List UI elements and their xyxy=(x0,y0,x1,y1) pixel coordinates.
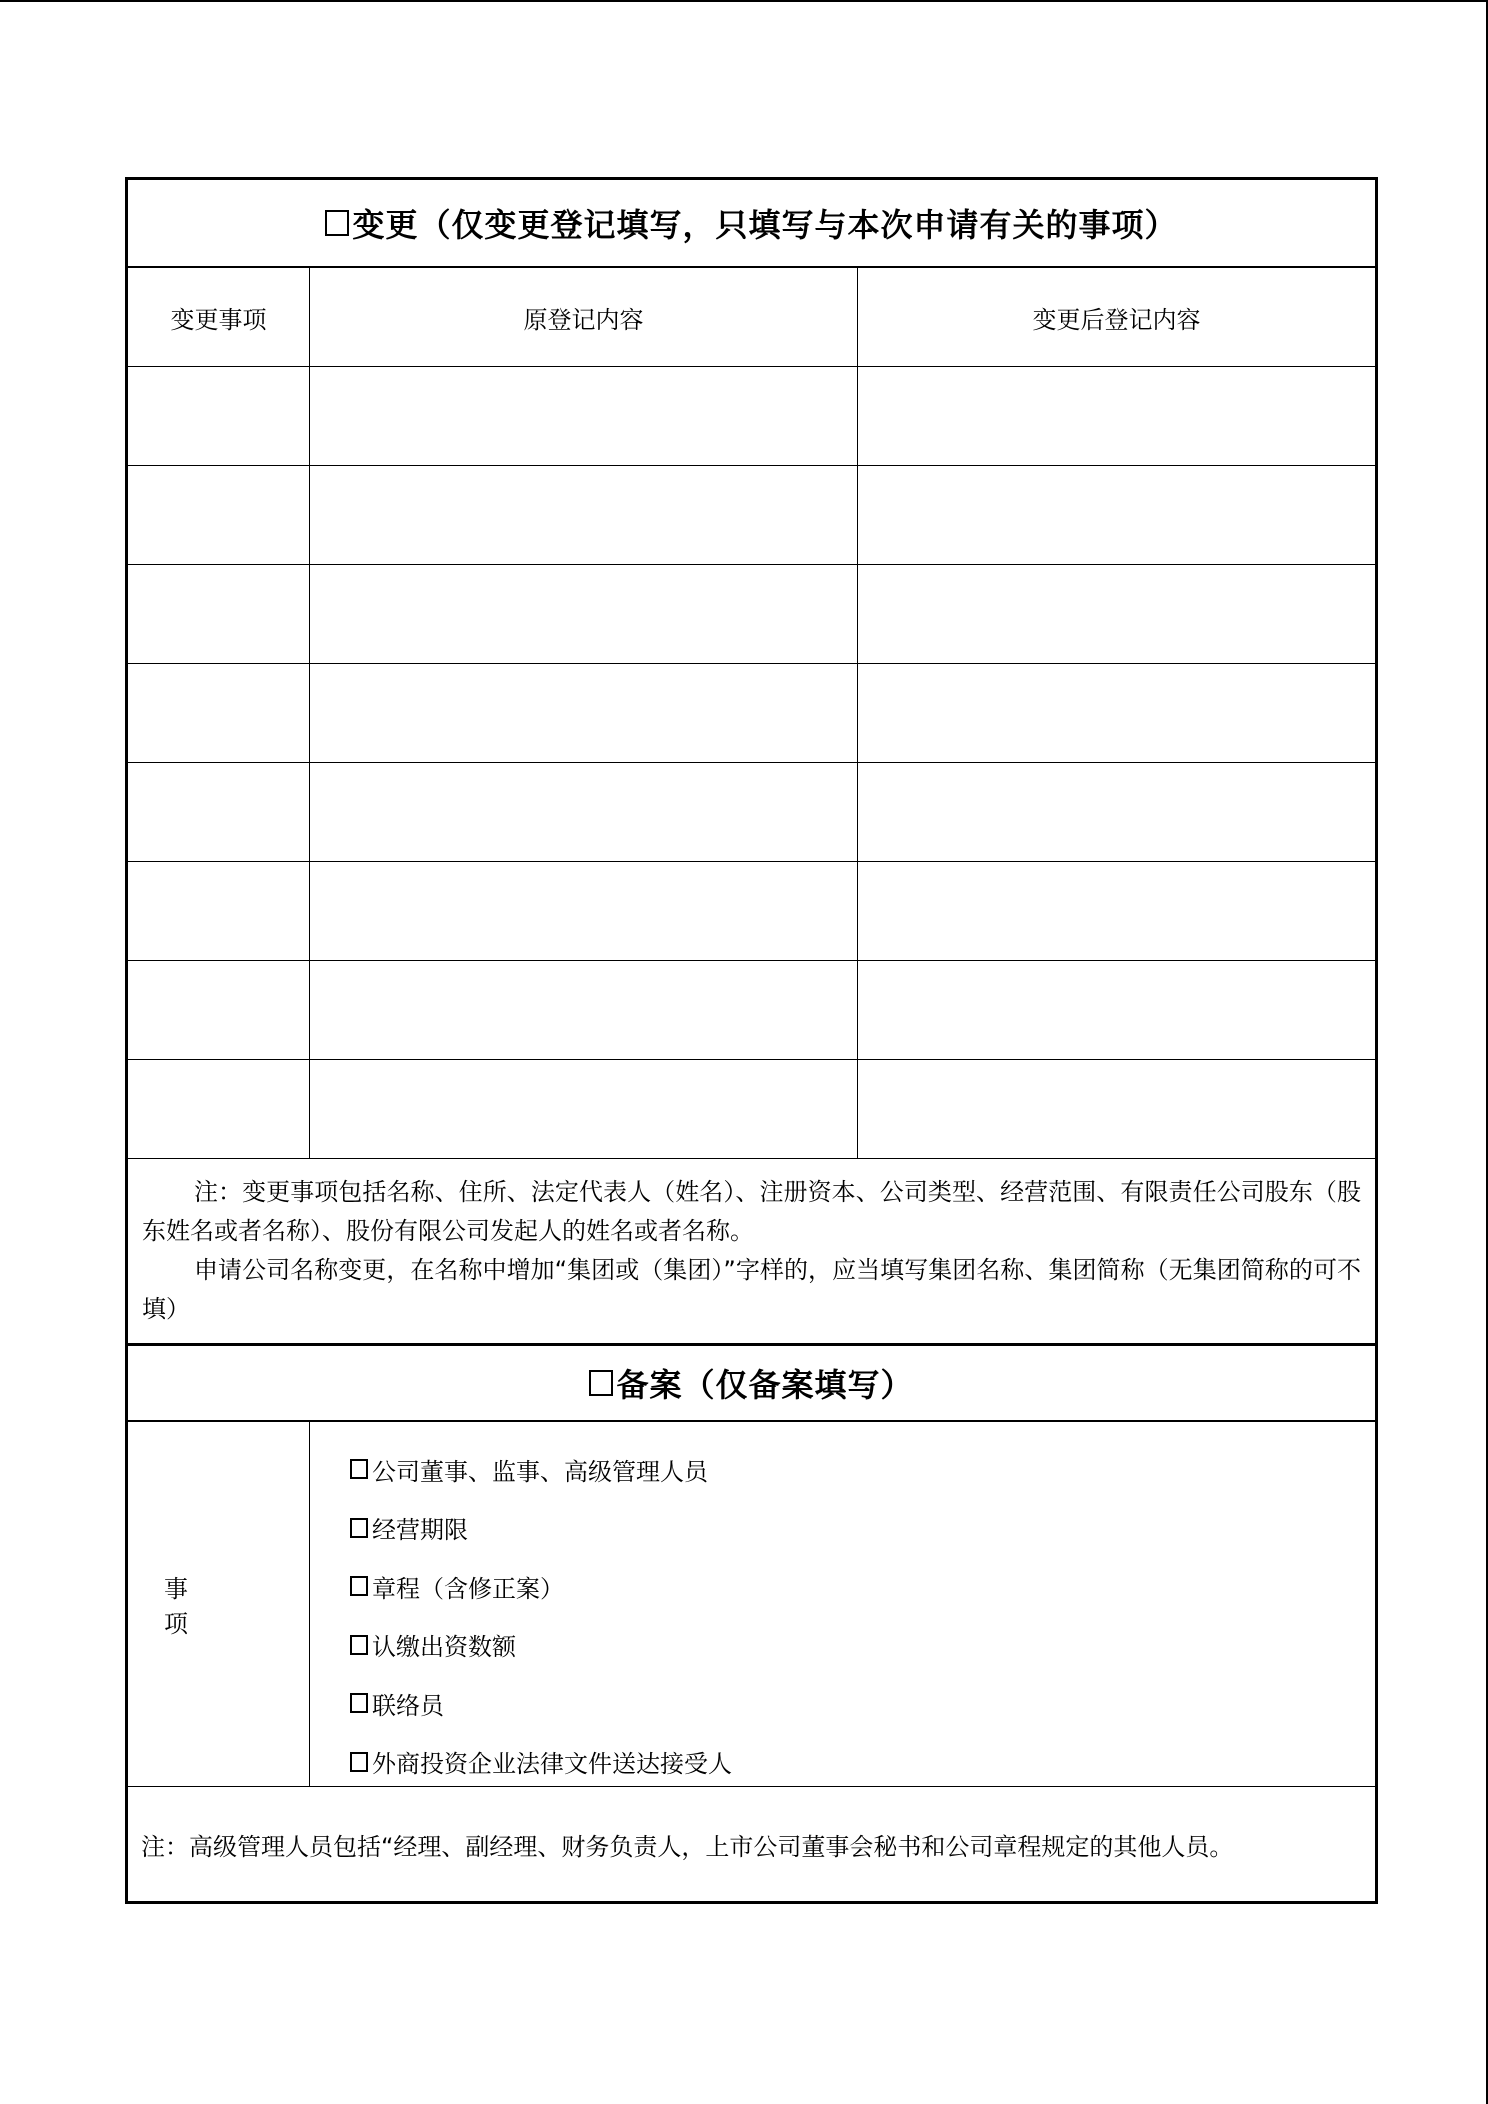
table-row xyxy=(128,466,1375,565)
checkbox[interactable] xyxy=(350,1752,368,1772)
filing-option-label: 联络员 xyxy=(372,1691,444,1720)
cell-changed[interactable] xyxy=(858,466,1375,564)
cell-original[interactable] xyxy=(310,763,858,861)
cell-changed[interactable] xyxy=(858,367,1375,465)
filing-option-label: 公司董事、监事、高级管理人员 xyxy=(372,1457,708,1486)
col-header-original: 原登记内容 xyxy=(310,268,858,366)
filing-note: 注：高级管理人员包括“经理、副经理、财务负责人，上市公司董事会秘书和公司章程规定的其他人员。 xyxy=(141,1832,1234,1861)
cell-original[interactable] xyxy=(310,862,858,960)
change-title-text: 变更（仅变更登记填写，只填写与本次申请有关的事项） xyxy=(352,206,1178,244)
change-checkbox[interactable] xyxy=(325,210,349,236)
cell-changed[interactable] xyxy=(858,763,1375,861)
cell-original[interactable] xyxy=(310,466,858,564)
registration-form xyxy=(125,177,1378,1904)
filing-option-label: 外商投资企业法律文件送达接受人 xyxy=(372,1750,732,1779)
cell-original[interactable] xyxy=(310,565,858,663)
cell-item[interactable] xyxy=(128,961,310,1059)
col-header-changed: 变更后登记内容 xyxy=(1032,305,1201,334)
cell-item[interactable] xyxy=(128,466,310,564)
cell-changed[interactable] xyxy=(858,961,1375,1059)
filing-title-text: 备案（仅备案填写） xyxy=(616,1366,914,1404)
filing-body xyxy=(128,1422,1375,1787)
filing-option[interactable] xyxy=(350,1499,1375,1558)
checkbox[interactable] xyxy=(350,1576,368,1596)
table-row xyxy=(128,565,1375,664)
filing-section-title xyxy=(128,1346,1375,1422)
cell-item[interactable] xyxy=(128,367,310,465)
cell-item[interactable] xyxy=(128,763,310,861)
filing-option[interactable] xyxy=(350,1616,1375,1675)
checkbox[interactable] xyxy=(350,1693,368,1713)
cell-changed[interactable] xyxy=(858,1060,1375,1158)
cell-original[interactable] xyxy=(310,367,858,465)
checkbox[interactable] xyxy=(350,1635,368,1655)
change-note xyxy=(128,1159,1375,1346)
table-row xyxy=(128,367,1375,466)
cell-original[interactable] xyxy=(310,961,858,1059)
cell-changed[interactable] xyxy=(858,862,1375,960)
filing-option[interactable] xyxy=(350,1733,1375,1792)
cell-original[interactable] xyxy=(310,664,858,762)
change-table-header xyxy=(128,268,1375,367)
filing-option-label: 认缴出资数额 xyxy=(372,1633,516,1662)
table-row xyxy=(128,961,1375,1060)
cell-item[interactable] xyxy=(128,664,310,762)
filing-checkbox[interactable] xyxy=(589,1370,613,1396)
checkbox[interactable] xyxy=(350,1518,368,1538)
filing-option[interactable] xyxy=(350,1557,1375,1616)
cell-item[interactable] xyxy=(128,1060,310,1158)
cell-item[interactable] xyxy=(128,565,310,663)
table-row xyxy=(128,862,1375,961)
page-top-edge xyxy=(0,0,1488,2)
filing-row-label: 事 项 xyxy=(128,1422,310,1786)
cell-original[interactable] xyxy=(310,1060,858,1158)
cell-item[interactable] xyxy=(128,862,310,960)
cell-changed[interactable] xyxy=(858,664,1375,762)
change-note-line: 注：变更事项包括名称、住所、法定代表人（姓名）、注册资本、公司类型、经营范围、有限责任公司股东（股东姓名或者名称）、股份有限公司发起人的姓名或者名称。 xyxy=(142,1178,1361,1245)
table-row xyxy=(128,763,1375,862)
checkbox[interactable] xyxy=(350,1459,368,1479)
col-header-item: 变更事项 xyxy=(128,268,310,366)
filing-option[interactable] xyxy=(350,1440,1375,1499)
filing-option[interactable] xyxy=(350,1674,1375,1733)
table-row xyxy=(128,664,1375,763)
table-row xyxy=(128,1060,1375,1159)
cell-changed[interactable] xyxy=(858,565,1375,663)
filing-items xyxy=(310,1422,1375,1786)
filing-option-label: 经营期限 xyxy=(372,1516,468,1545)
filing-option-label: 章程（含修正案） xyxy=(372,1574,564,1603)
change-note-line: 申请公司名称变更，在名称中增加“集团或（集团）”字样的，应当填写集团名称、集团简称（无集团简称的可不填） xyxy=(142,1256,1361,1323)
change-section-title xyxy=(128,180,1375,268)
